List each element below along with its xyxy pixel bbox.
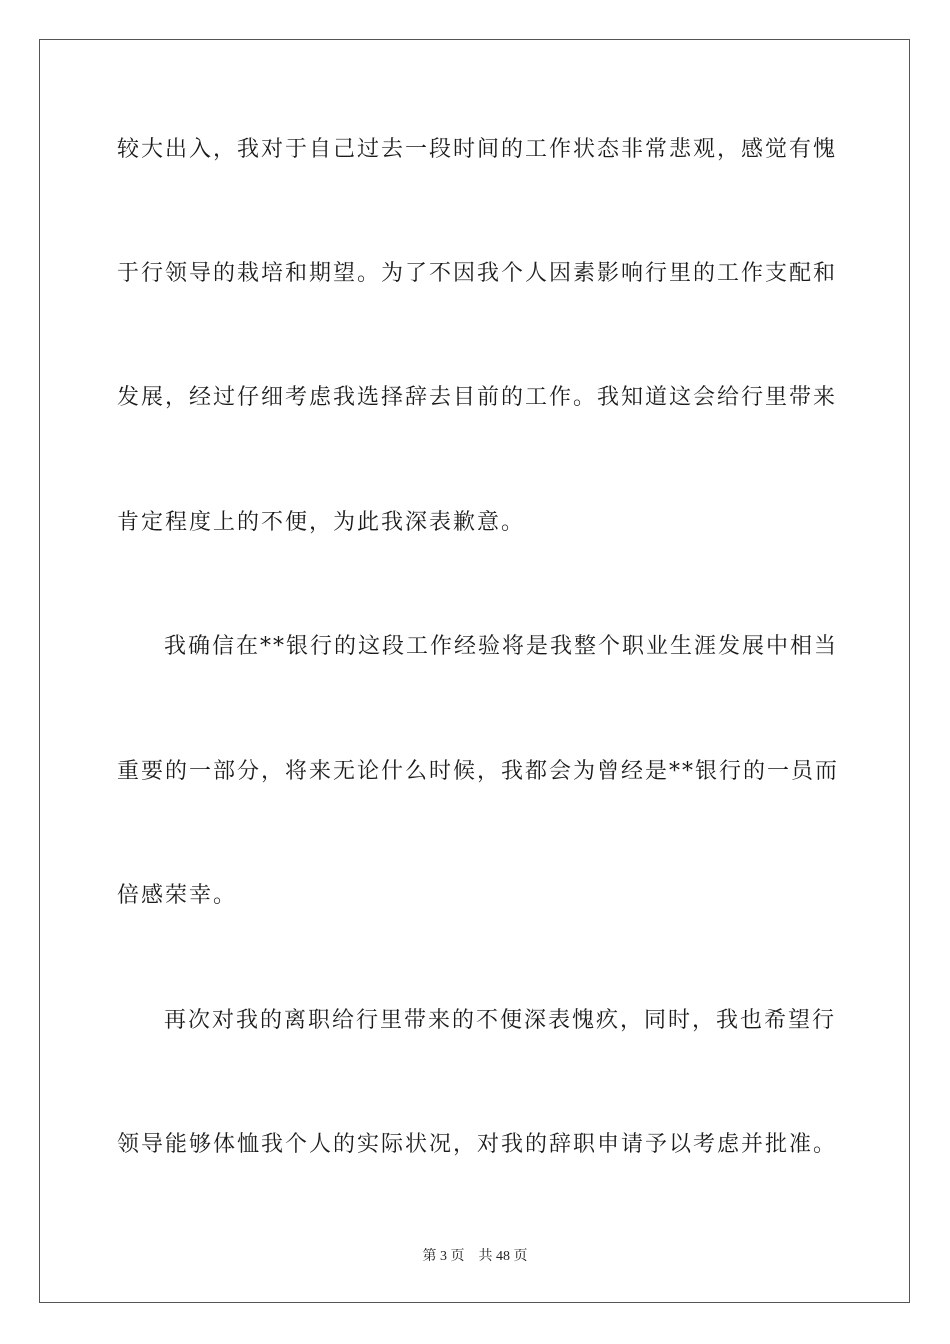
body-line-7: 倍感荣幸。 [117, 883, 238, 908]
body-line-2: 于行领导的栽培和期望。为了不因我个人因素影响行里的工作支配和 [117, 261, 838, 286]
body-line-6: 重要的一部分，将来无论什么时候，我都会为曾经是**银行的一员而 [117, 759, 840, 784]
page-footer [0, 1247, 950, 1267]
total-pages: 共 48 页 [478, 1249, 528, 1264]
body-line-5: 我确信在**银行的这段工作经验将是我整个职业生涯发展中相当 [164, 634, 839, 659]
body-line-8: 再次对我的离职给行里带来的不便深表愧疚，同时，我也希望行 [164, 1008, 837, 1033]
body-line-9: 领导能够体恤我个人的实际状况，对我的辞职申请予以考虑并批准。 [117, 1132, 838, 1157]
body-line-1: 较大出入，我对于自己过去一段时间的工作状态非常悲观，感觉有愧 [117, 137, 838, 162]
page-border [39, 39, 910, 1303]
body-line-3: 发展，经过仔细考虑我选择辞去目前的工作。我知道这会给行里带来 [117, 385, 838, 410]
page-number: 第 3 页 [422, 1249, 465, 1264]
body-line-4: 肯定程度上的不便，为此我深表歉意。 [117, 510, 526, 535]
